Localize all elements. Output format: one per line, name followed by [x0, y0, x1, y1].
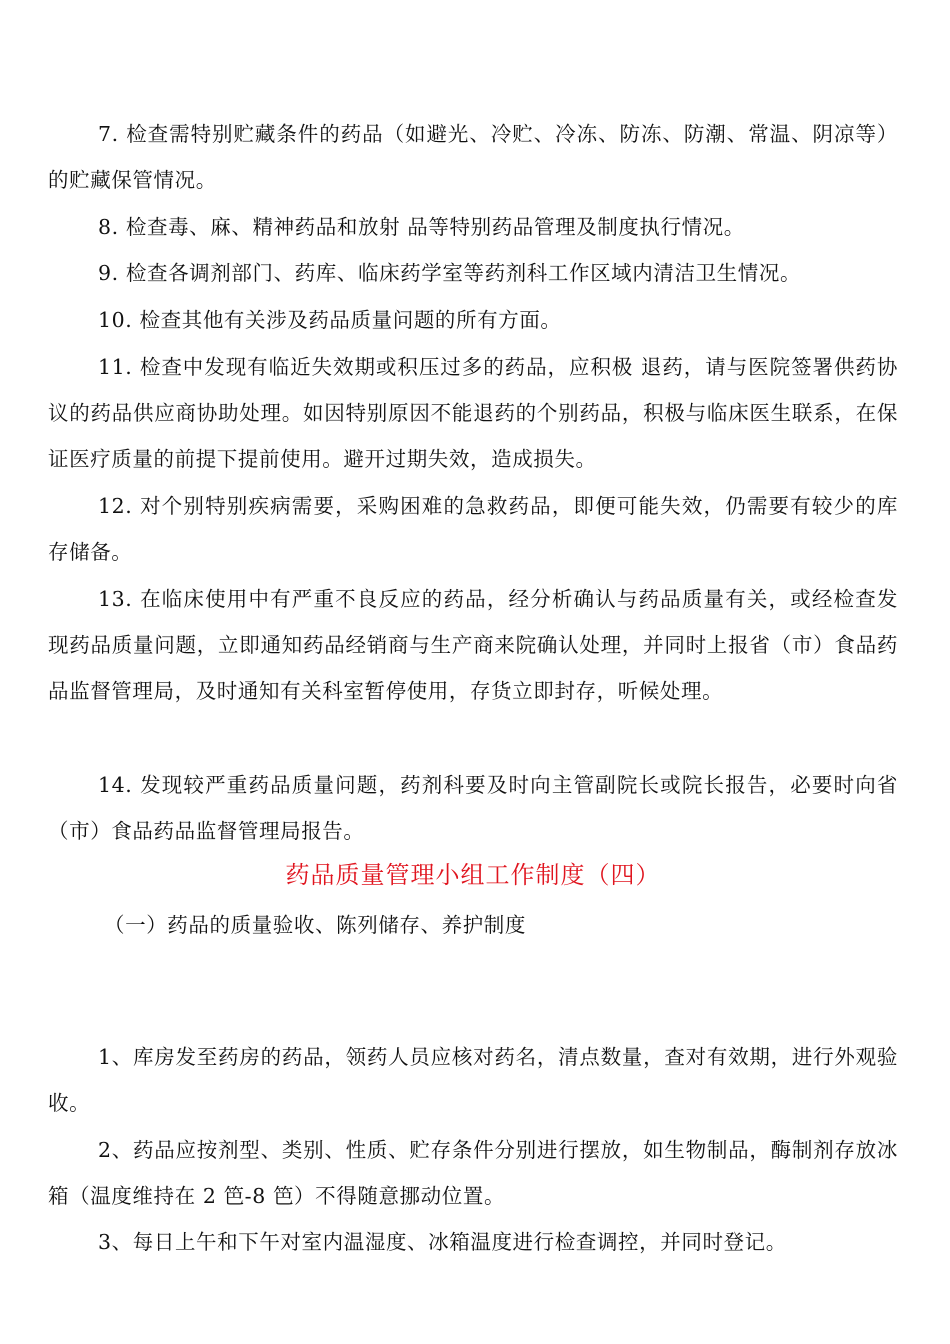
- paragraph-11: 11. 检查中发现有临近失效期或积压过多的药品，应积极 退药，请与医院签署供药协议的药品供应商协助处理。如因特别原因不能退药的个别药品，积极与临床医生联系，在保证医疗质量的前提下提前使用。避开过期失效，造成损失。: [48, 355, 898, 471]
- paragraph-14: 14. 发现较严重药品质量问题，药剂科要及时向主管副院长或院长报告，必要时向省（市）食品药品监督管理局报告。: [48, 773, 898, 843]
- section-subtitle: （一）药品的质量验收、陈列储存、养护制度: [104, 913, 526, 937]
- paragraph-12: 12. 对个别特别疾病需要，采购困难的急救药品，即便可能失效，仍需要有较少的库存储备。: [48, 494, 898, 564]
- paragraph-8: 8. 检查毒、麻、精神药品和放射 品等特别药品管理及制度执行情况。: [98, 215, 745, 239]
- paragraph-13: 13. 在临床使用中有严重不良反应的药品，经分析确认与药品质量有关，或经检查发现药品质量问题，立即通知药品经销商与生产商来院确认处理，并同时上报省（市）食品药品监督管理局，及时通知有关科室暂停使用，存货立即封存，听候处理。: [48, 587, 898, 703]
- paragraph-b3: 3、每日上午和下午对室内温湿度、冰箱温度进行检查调控，并同时登记。: [98, 1230, 787, 1254]
- paragraph-10: 10. 检查其他有关涉及药品质量问题的所有方面。: [98, 308, 562, 332]
- paragraph-7: 7. 检查需特别贮藏条件的药品（如避光、冷贮、冷冻、防冻、防潮、常温、阴凉等）的贮藏保管情况。: [48, 122, 898, 192]
- paragraph-b1: 1、库房发至药房的药品，领药人员应核对药名，清点数量，查对有效期，进行外观验收。: [48, 1045, 898, 1115]
- paragraph-9: 9. 检查各调剂部门、药库、临床药学室等药剂科工作区域内清洁卫生情况。: [98, 261, 802, 285]
- section-title: 药品质量管理小组工作制度（四）: [285, 861, 661, 889]
- paragraph-b2: 2、药品应按剂型、类别、性质、贮存条件分别进行摆放，如生物制品，酶制剂存放冰箱（温度维持在 2 笆-8 笆）不得随意挪动位置。: [48, 1138, 898, 1208]
